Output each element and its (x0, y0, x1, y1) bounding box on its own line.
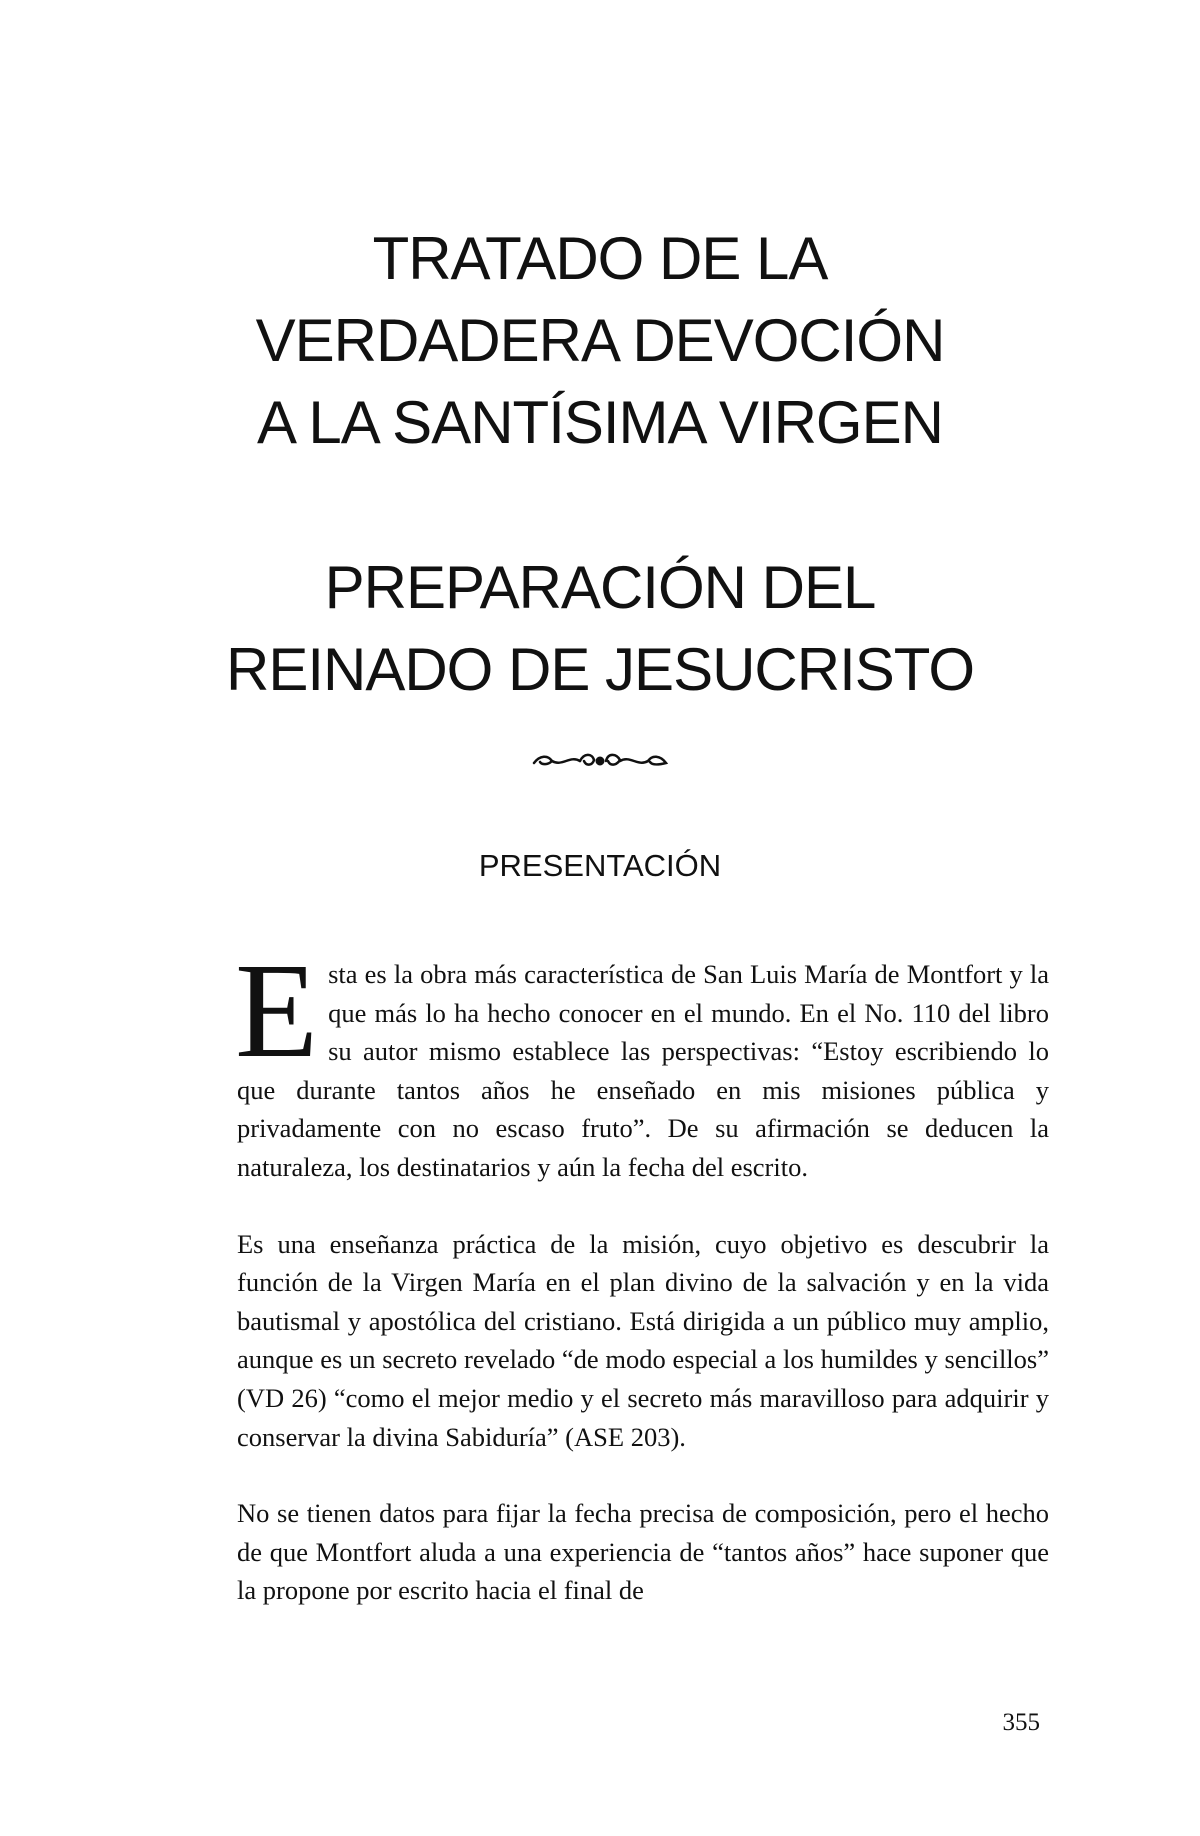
main-title-line-1: TRATADO DE LA (372, 225, 828, 292)
main-title (150, 218, 1050, 464)
sub-title (150, 547, 1050, 711)
paragraph-3: No se tienen datos para fijar la fecha precisa de composición, pero el hecho de que Montfort aluda a una experiencia de “tantos años” hace suponer que la propone por escrito hacia el final de (237, 1498, 1049, 1606)
drop-cap: E (235, 936, 319, 1086)
page-number: 355 (1002, 1709, 1040, 1736)
sub-title-line-1: PREPARACIÓN DEL (324, 554, 876, 621)
section-heading: PRESENTACIÓN (478, 848, 722, 883)
main-title-line-3: A LA SANTÍSIMA VIRGEN (257, 389, 943, 456)
paragraph-1-text: sta es la obra más característica de San Luis María de Montfort y la que más lo ha hecho conocer en el mundo. En el No. 110 del libro su autor mismo establece las perspectivas: “Estoy escribiendo lo que durante tantos años he enseñado en mis misiones pública y privadamente con no escaso fruto”. De su afirmación se deducen la naturaleza, los destinatarios y aún la fecha del escrito. (237, 959, 1049, 1182)
decorative-flourish-icon (530, 747, 670, 775)
main-title-line-2: VERDADERA DEVOCIÓN (255, 307, 945, 374)
sub-title-line-2: REINADO DE JESUCRISTO (225, 636, 974, 703)
body-text (235, 936, 1049, 1610)
paragraph-2: Es una enseñanza práctica de la misión, cuyo objetivo es descubrir la función de la Virgen María en el plan divino de la salvación y en la vida bautismal y apostólica del cristiano. Está dirigida a un público muy amplio, aunque es un secreto revelado “de modo especial a los humildes y sencillos” (VD 26) “como el mejor medio y el secreto más maravilloso para adquirir y conservar la divina Sabiduría” (ASE 203). (237, 1228, 1049, 1452)
paragraph-1 (235, 936, 1049, 1187)
